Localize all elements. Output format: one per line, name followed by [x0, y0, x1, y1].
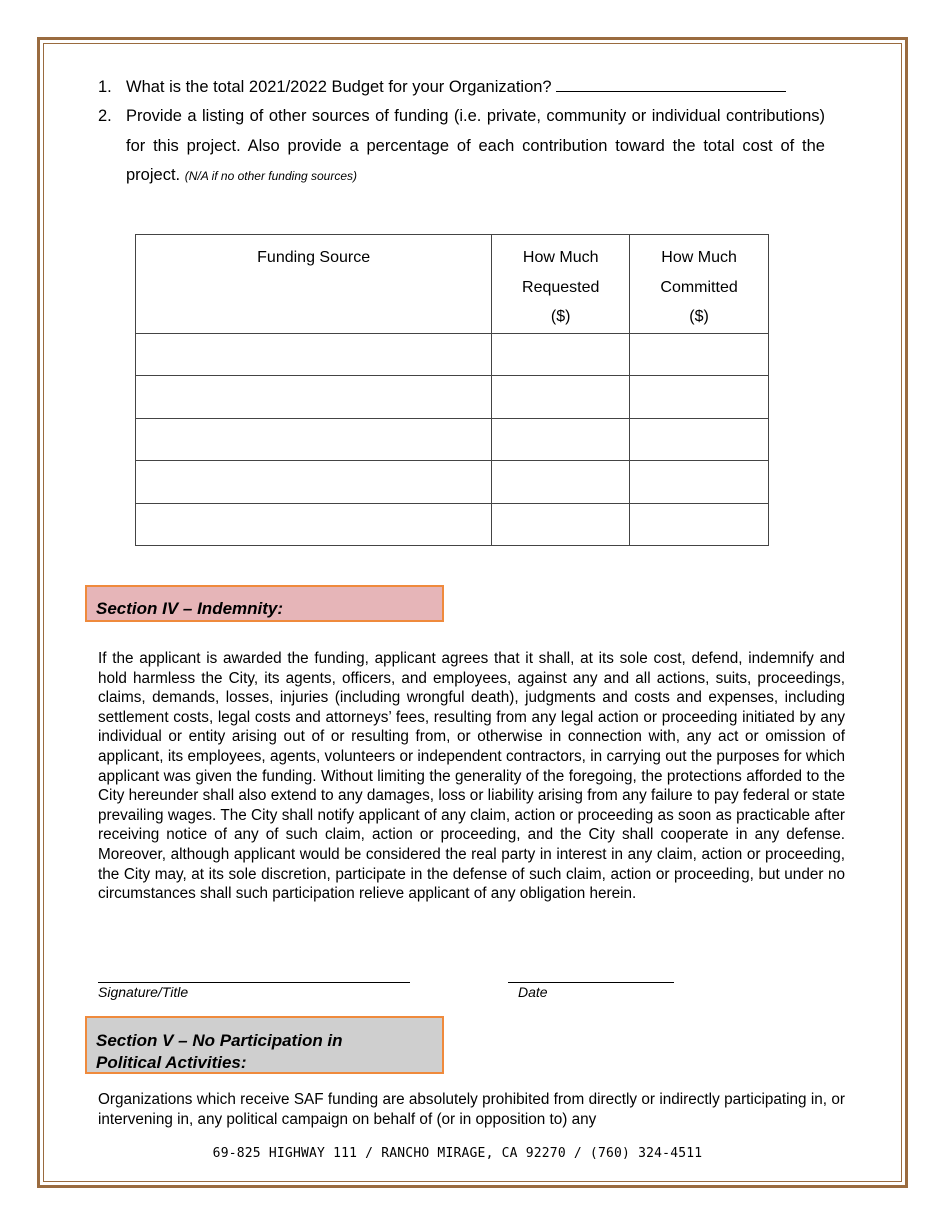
footer-address: 69-825 HIGHWAY 111 / RANCHO MIRAGE, CA 92270 / (760) 324-4511 [212, 1146, 703, 1161]
question-number: 1. [98, 78, 112, 96]
table-cell[interactable] [136, 418, 492, 461]
signature-line[interactable] [98, 982, 410, 983]
table-row [136, 333, 769, 376]
date-label: Date [518, 984, 548, 1000]
funding-sources-table [135, 234, 769, 546]
budget-answer-field[interactable] [556, 77, 786, 92]
table-header-row [136, 235, 769, 334]
table-cell[interactable] [492, 333, 630, 376]
date-line[interactable] [508, 982, 674, 983]
table-cell[interactable] [136, 376, 492, 419]
question-note: (N/A if no other funding sources) [184, 169, 358, 183]
table-cell[interactable] [492, 376, 630, 419]
table-cell[interactable] [630, 418, 769, 461]
table-cell[interactable] [492, 503, 630, 546]
header-how-much-committed: How Much Committed ($) [630, 235, 769, 334]
header-funding-source: Funding Source [136, 235, 492, 334]
table-row [136, 461, 769, 504]
table-cell[interactable] [136, 503, 492, 546]
question-number: 2. [98, 107, 112, 125]
table-cell[interactable] [630, 461, 769, 504]
table-row [136, 503, 769, 546]
question-text: What is the total 2021/2022 Budget for your Organization? [126, 73, 786, 103]
table-cell[interactable] [492, 418, 630, 461]
table-cell[interactable] [630, 376, 769, 419]
table-row [136, 376, 769, 419]
table-cell[interactable] [630, 333, 769, 376]
table-cell[interactable] [630, 503, 769, 546]
political-activities-paragraph: Organizations which receive SAF funding are absolutely prohibited from directly or indirectly participating in, or intervening in, any political campaign on behalf of (or in opposition to) any [98, 1091, 845, 1128]
question-text: Provide a listing of other sources of funding (i.e. private, community or individual contributions) for this project. Also provide a percentage of each contribution toward the total cost of the project. (N/A if no other funding sources) [126, 107, 825, 184]
section-iv-heading: Section IV – Indemnity: [85, 585, 444, 622]
table-cell[interactable] [492, 461, 630, 504]
table-row [136, 418, 769, 461]
header-how-much-requested: How Much Requested ($) [492, 235, 630, 334]
table-cell[interactable] [136, 461, 492, 504]
section-v-heading: Section V – No Participation in Political Activities: [85, 1016, 444, 1074]
signature-title-label: Signature/Title [98, 984, 189, 1000]
table-cell[interactable] [136, 333, 492, 376]
indemnity-paragraph: If the applicant is awarded the funding, applicant agrees that it shall, at its sole cost, defend, indemnify and hold harmless the City, its agents, officers, and employees, against any and all actions, suits, proceedings, claims, demands, losses, injuries (including wrongful death), judgments and costs and expenses, including settlement costs, legal costs and attorneys’ fees, resulting from any legal action or proceeding initiated by any individual or entity arising out of or resulting from, or otherwise in connection with, any act or omission of applicant, its employees, agents, volunteers or independent contractors, in carrying out the purposes for which applicant was given the funding. Without limiting the generality of the foregoing, the protections afforded to the City hereunder shall also extend to any damages, loss or liability arising from any failure to pay federal or state prevailing wages. The City shall notify applicant of any claim, action or proceeding as soon as practicable after receiving notice of any of such claim, action or proceeding, and the City shall cooperate in any defense. Moreover, although applicant would be considered the real party in interest in any claim, action or proceeding, the City may, at its sole discretion, participate in the defense of such claim, action or proceeding, but under no circumstances shall such participation relieve applicant of any obligation herein. [98, 650, 845, 903]
